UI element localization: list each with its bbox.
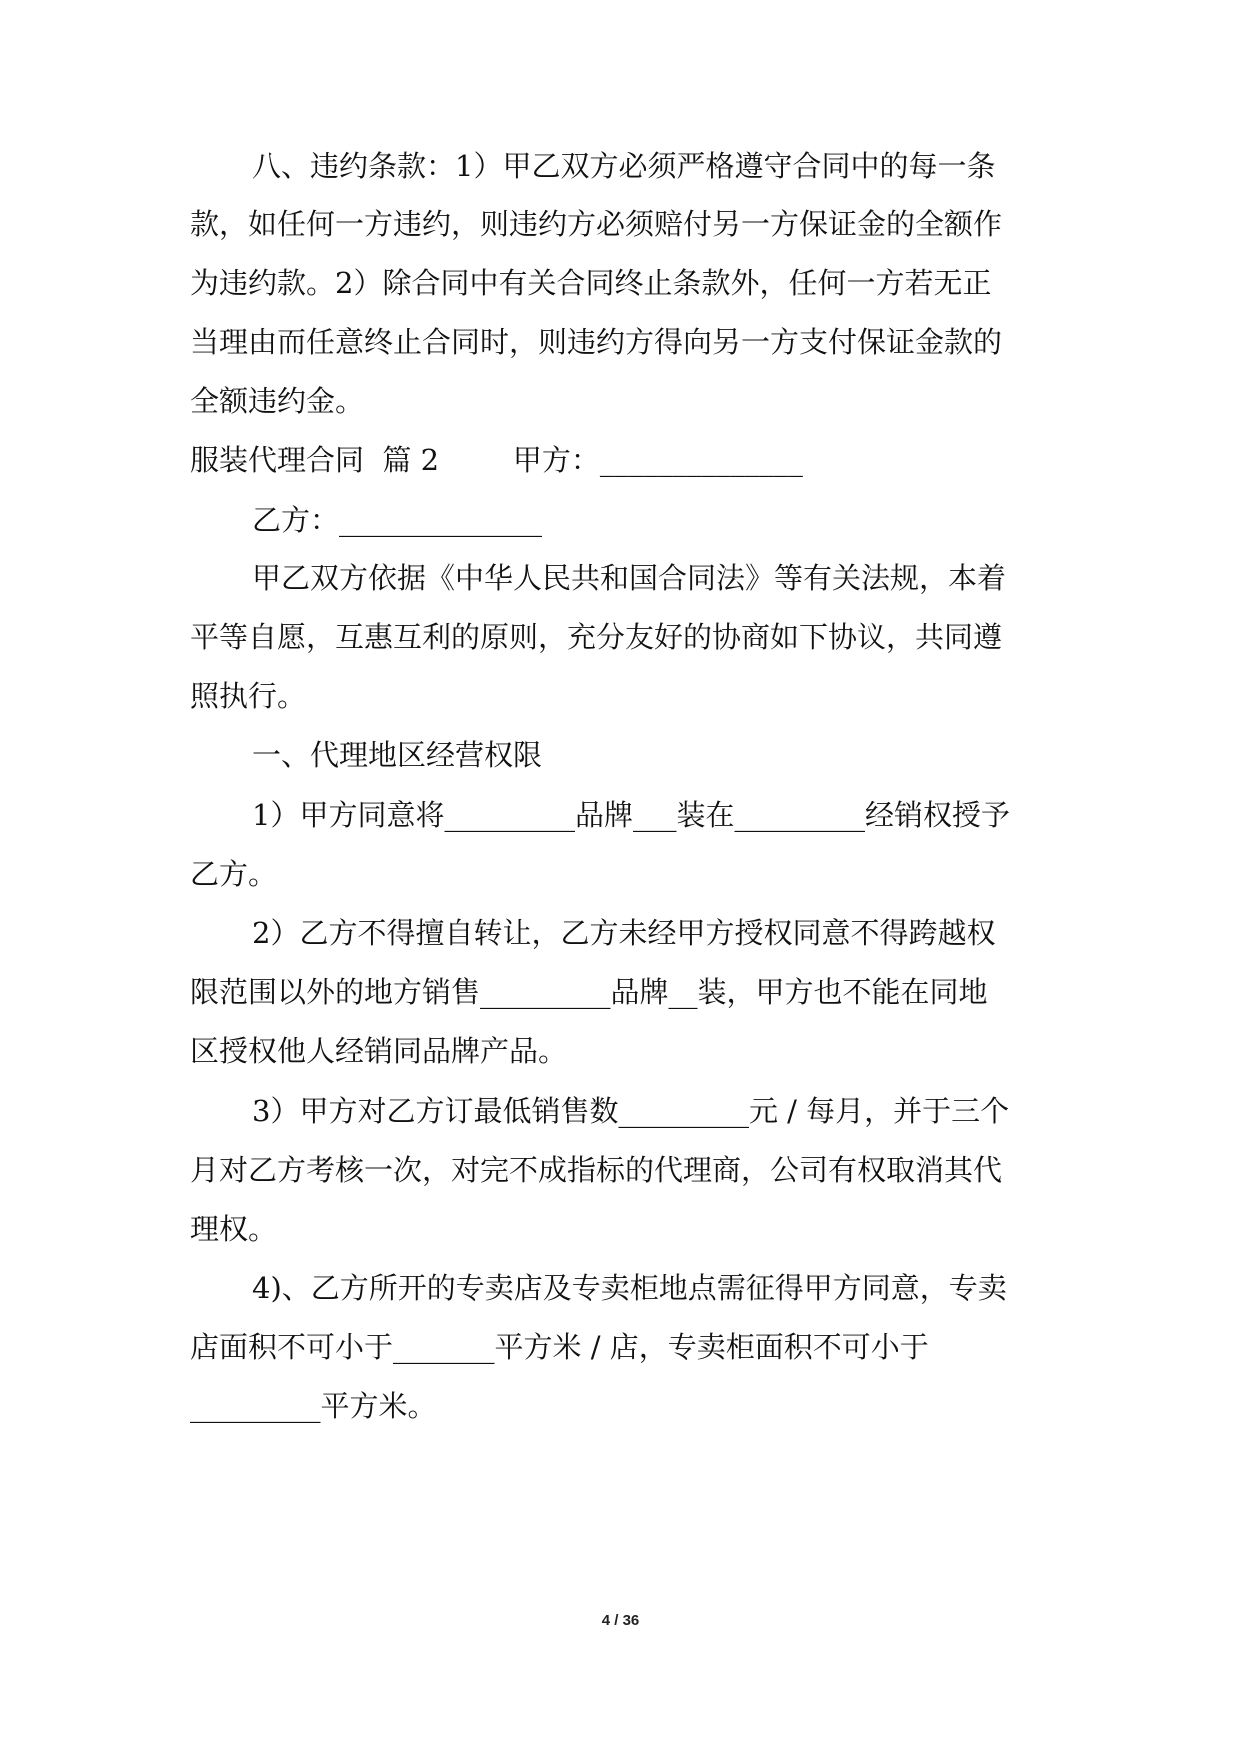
clause-4-line-3: _________平方米。 (190, 1389, 437, 1423)
clause-1-line-2: 乙方。 (190, 857, 278, 891)
party-b-line: 乙方：______________ (252, 503, 543, 537)
clause-4-line-2: 店面积不可小于_______平方米 / 店，专卖柜面积不可小于 (190, 1330, 929, 1364)
clause-3-line-3: 理权。 (190, 1212, 278, 1246)
clause-2-line-1: 2）乙方不得擅自转让，乙方未经甲方授权同意不得跨越权 (252, 916, 996, 950)
clause-3-line-1: 3）甲方对乙方订最低销售数_________元 / 每月，并于三个 (252, 1094, 1010, 1128)
preamble-line-3: 照执行。 (190, 679, 307, 713)
paragraph-8-line-3: 为违约款。2）除合同中有关合同终止条款外，任何一方若无正 (190, 266, 992, 300)
section-1-heading: 一、代理地区经营权限 (252, 738, 543, 772)
page-number: 4 / 36 (601, 1612, 640, 1629)
paragraph-8-line-1: 八、违约条款：1）甲乙双方必须严格遵守合同中的每一条 (252, 149, 996, 183)
paragraph-8-line-5: 全额违约金。 (190, 384, 365, 418)
clause-2-line-2: 限范围以外的地方销售_________品牌__装，甲方也不能在同地 (190, 975, 988, 1009)
clause-2-line-3: 区授权他人经销同品牌产品。 (190, 1034, 568, 1068)
contract-title-line: 服装代理合同 篇 2 甲方：______________ (190, 443, 803, 477)
paragraph-8-line-2: 款，如任何一方违约，则违约方必须赔付另一方保证金的全额作 (190, 207, 1003, 241)
paragraph-8-line-4: 当理由而任意终止合同时，则违约方得向另一方支付保证金款的 (190, 325, 1003, 359)
clause-4-line-1: 4)、乙方所开的专卖店及专卖柜地点需征得甲方同意，专卖 (252, 1271, 1007, 1305)
clause-1-line-1: 1）甲方同意将_________品牌___装在_________经销权授予 (252, 798, 1010, 832)
preamble-line-2: 平等自愿，互惠互利的原则，充分友好的协商如下协议，共同遵 (190, 620, 1003, 654)
clause-3-line-2: 月对乙方考核一次，对完不成指标的代理商，公司有权取消其代 (190, 1153, 1003, 1187)
preamble-line-1: 甲乙双方依据《中华人民共和国合同法》等有关法规，本着 (252, 561, 1007, 595)
